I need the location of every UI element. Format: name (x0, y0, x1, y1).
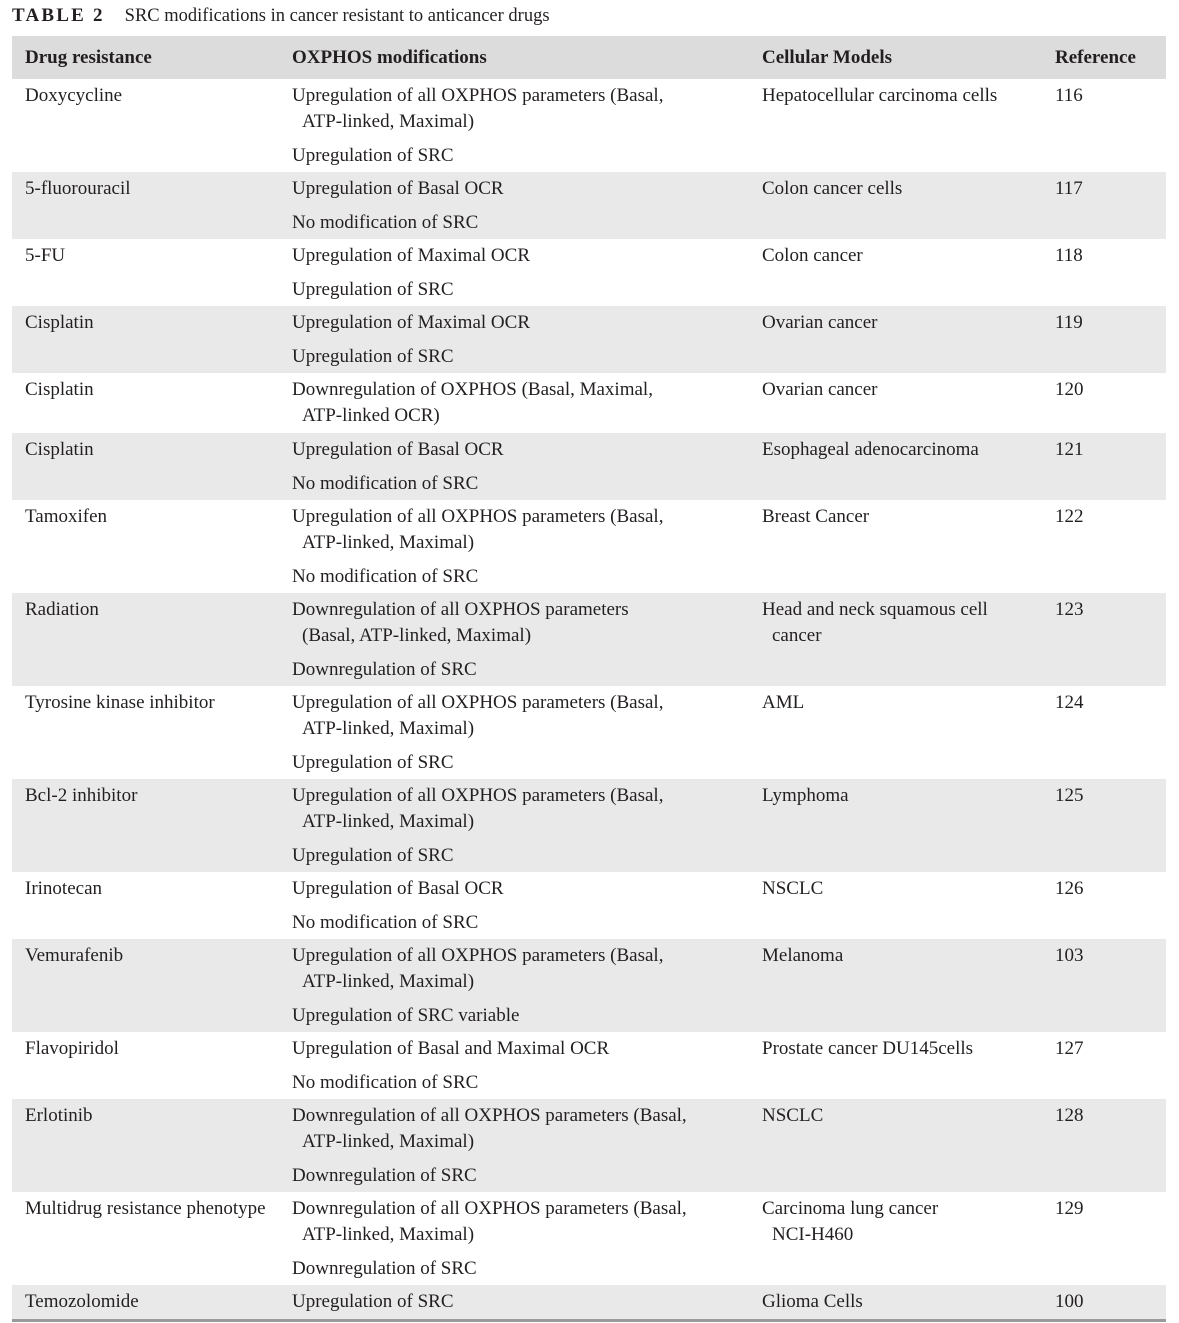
table-header-row (12, 36, 1166, 79)
cell-drug-resistance-text: Doxycycline (25, 85, 123, 106)
header-reference: Reference (1055, 46, 1136, 68)
cell-cellular-model-line: Colon cancer (762, 245, 863, 266)
cell-oxphos-line: Upregulation of all OXPHOS parameters (Basal, (292, 85, 664, 106)
table-row (12, 1099, 1166, 1192)
cell-oxphos-line: Upregulation of all OXPHOS parameters (Basal, (292, 785, 664, 806)
cell-oxphos-line: No modification of SRC (292, 1072, 479, 1093)
cell-reference-text: 125 (1055, 785, 1084, 806)
cell-oxphos-line: ATP-linked, Maximal) (302, 811, 475, 832)
cell-oxphos-line: Upregulation of Maximal OCR (292, 245, 530, 266)
cell-cellular-model-line: Head and neck squamous cell (762, 599, 988, 620)
cell-reference-text: 119 (1055, 312, 1083, 333)
cell-oxphos-line: No modification of SRC (292, 912, 479, 933)
cell-drug-resistance (12, 872, 292, 939)
cell-oxphos (292, 939, 762, 1032)
cell-drug-resistance-text: Radiation (25, 599, 99, 620)
cell-reference (1055, 1032, 1166, 1099)
cell-oxphos (292, 1192, 762, 1285)
cell-oxphos (292, 306, 762, 373)
table-caption (12, 3, 550, 29)
cell-drug-resistance (12, 1192, 292, 1285)
table-row (12, 239, 1166, 306)
cell-oxphos-line: ATP-linked, Maximal) (302, 532, 475, 553)
cell-cellular-model-line: AML (762, 692, 805, 713)
cell-reference-text: 118 (1055, 245, 1083, 266)
cell-drug-resistance (12, 433, 292, 500)
cell-cellular-model (762, 1285, 1055, 1319)
cell-oxphos-line: Downregulation of all OXPHOS parameters (Basal, (292, 1198, 687, 1219)
cell-drug-resistance (12, 306, 292, 373)
cell-oxphos-line: Downregulation of all OXPHOS parameters (292, 599, 629, 620)
cell-cellular-model-line: Colon cancer cells (762, 178, 903, 199)
cell-cellular-model-line: NCI-H460 (772, 1224, 854, 1245)
cell-drug-resistance-text: Tamoxifen (25, 506, 108, 527)
cell-drug-resistance (12, 1099, 292, 1192)
cell-oxphos-line: Upregulation of Basal OCR (292, 178, 504, 199)
cell-reference-text: 127 (1055, 1038, 1084, 1059)
cell-drug-resistance-text: 5-FU (25, 245, 66, 266)
table-row (12, 872, 1166, 939)
cell-drug-resistance-text: Multidrug resistance phenotype (25, 1198, 266, 1219)
cell-oxphos-line: Downregulation of SRC (292, 1165, 477, 1186)
cell-drug-resistance (12, 1032, 292, 1099)
cell-oxphos-line: Upregulation of all OXPHOS parameters (Basal, (292, 506, 664, 527)
cell-reference (1055, 373, 1166, 433)
cell-cellular-model (762, 239, 1055, 306)
cell-oxphos (292, 593, 762, 686)
cell-reference (1055, 172, 1166, 239)
cell-oxphos (292, 373, 762, 433)
cell-cellular-model (762, 1099, 1055, 1192)
cell-reference-text: 128 (1055, 1105, 1084, 1126)
cell-cellular-model (762, 1032, 1055, 1099)
cell-cellular-model-line: Esophageal adenocarcinoma (762, 439, 979, 460)
cell-drug-resistance-text: Cisplatin (25, 439, 94, 460)
cell-reference-text: 100 (1055, 1291, 1084, 1312)
cell-cellular-model-line: Ovarian cancer (762, 379, 878, 400)
data-table (12, 36, 1166, 1322)
cell-oxphos (292, 1032, 762, 1099)
cell-oxphos-line: No modification of SRC (292, 473, 479, 494)
cell-cellular-model (762, 79, 1055, 172)
table-row (12, 686, 1166, 779)
cell-cellular-model (762, 593, 1055, 686)
cell-oxphos-line: ATP-linked OCR) (302, 405, 440, 426)
cell-cellular-model-line: Glioma Cells (762, 1291, 863, 1312)
cell-reference (1055, 1099, 1166, 1192)
cell-cellular-model-line: Prostate cancer DU145cells (762, 1038, 974, 1059)
header-cellular-models: Cellular Models (762, 46, 893, 68)
cell-drug-resistance (12, 939, 292, 1032)
cell-reference (1055, 939, 1166, 1032)
cell-oxphos-line: Upregulation of SRC (292, 845, 454, 866)
cell-drug-resistance-text: Flavopiridol (25, 1038, 119, 1059)
cell-drug-resistance (12, 779, 292, 872)
cell-oxphos-line: No modification of SRC (292, 566, 479, 587)
cell-oxphos-line: Downregulation of SRC (292, 1258, 477, 1279)
header-drug-resistance: Drug resistance (25, 46, 152, 68)
cell-reference-text: 120 (1055, 379, 1084, 400)
cell-reference-text: 117 (1055, 178, 1083, 199)
cell-oxphos-line: (Basal, ATP-linked, Maximal) (302, 625, 532, 646)
cell-cellular-model (762, 500, 1055, 593)
table-row (12, 1192, 1166, 1285)
cell-oxphos (292, 1285, 762, 1319)
cell-drug-resistance-text: Irinotecan (25, 878, 103, 899)
cell-oxphos-line: Upregulation of SRC (292, 279, 454, 300)
table-row (12, 939, 1166, 1032)
cell-oxphos-line: No modification of SRC (292, 212, 479, 233)
cell-drug-resistance (12, 239, 292, 306)
cell-drug-resistance (12, 686, 292, 779)
cell-oxphos (292, 779, 762, 872)
cell-oxphos-line: Downregulation of SRC (292, 659, 477, 680)
cell-oxphos-line: Downregulation of OXPHOS (Basal, Maximal, (292, 379, 653, 400)
cell-oxphos-line: Downregulation of all OXPHOS parameters (Basal, (292, 1105, 687, 1126)
cell-reference (1055, 79, 1166, 172)
cell-oxphos-line: Upregulation of Basal and Maximal OCR (292, 1038, 610, 1059)
table-row (12, 1032, 1166, 1099)
cell-reference-text: 129 (1055, 1198, 1084, 1219)
cell-reference-text: 121 (1055, 439, 1084, 460)
table-body (12, 79, 1166, 1319)
table-row (12, 172, 1166, 239)
cell-cellular-model-line: Hepatocellular carcinoma cells (762, 85, 998, 106)
cell-oxphos (292, 686, 762, 779)
table-row (12, 500, 1166, 593)
cell-reference (1055, 872, 1166, 939)
cell-oxphos (292, 79, 762, 172)
table-title: SRC modifications in cancer resistant to anticancer drugs (124, 6, 550, 26)
cell-reference (1055, 1192, 1166, 1285)
cell-drug-resistance-text: 5-fluorouracil (25, 178, 131, 199)
cell-drug-resistance (12, 79, 292, 172)
table-row (12, 593, 1166, 686)
cell-drug-resistance (12, 373, 292, 433)
cell-oxphos-line: Upregulation of Basal OCR (292, 878, 504, 899)
cell-cellular-model-line: NSCLC (762, 878, 824, 899)
cell-reference (1055, 779, 1166, 872)
cell-cellular-model (762, 172, 1055, 239)
cell-cellular-model (762, 373, 1055, 433)
header-oxphos-modifications: OXPHOS modifications (292, 46, 487, 68)
table-bottom-rule (12, 1319, 1166, 1322)
cell-drug-resistance (12, 172, 292, 239)
cell-reference-text: 126 (1055, 878, 1084, 899)
cell-cellular-model-line: Melanoma (762, 945, 844, 966)
cell-cellular-model (762, 939, 1055, 1032)
cell-oxphos (292, 433, 762, 500)
cell-cellular-model (762, 779, 1055, 872)
cell-reference-text: 103 (1055, 945, 1084, 966)
table-label: TABLE 2 (12, 5, 105, 26)
cell-reference-text: 122 (1055, 506, 1084, 527)
table-row (12, 306, 1166, 373)
cell-reference (1055, 239, 1166, 306)
table-row (12, 373, 1166, 433)
cell-cellular-model (762, 1192, 1055, 1285)
table-row (12, 79, 1166, 172)
cell-oxphos (292, 1099, 762, 1192)
cell-reference (1055, 433, 1166, 500)
cell-reference (1055, 593, 1166, 686)
cell-oxphos (292, 172, 762, 239)
cell-cellular-model-line: Carcinoma lung cancer (762, 1198, 939, 1219)
cell-drug-resistance-text: Cisplatin (25, 379, 94, 400)
cell-cellular-model-line: Breast Cancer (762, 506, 870, 527)
cell-cellular-model-line: Lymphoma (762, 785, 849, 806)
cell-oxphos-line: Upregulation of SRC (292, 752, 454, 773)
cell-reference-text: 116 (1055, 85, 1083, 106)
table-row (12, 433, 1166, 500)
cell-drug-resistance (12, 1285, 292, 1319)
cell-oxphos-line: Upregulation of SRC (292, 145, 454, 166)
cell-drug-resistance (12, 593, 292, 686)
cell-reference (1055, 1285, 1166, 1319)
cell-drug-resistance (12, 500, 292, 593)
cell-cellular-model (762, 306, 1055, 373)
cell-oxphos-line: ATP-linked, Maximal) (302, 971, 475, 992)
cell-reference (1055, 686, 1166, 779)
cell-oxphos-line: Upregulation of Maximal OCR (292, 312, 530, 333)
cell-oxphos (292, 239, 762, 306)
cell-reference-text: 123 (1055, 599, 1084, 620)
cell-drug-resistance-text: Erlotinib (25, 1105, 93, 1126)
cell-oxphos-line: Upregulation of all OXPHOS parameters (Basal, (292, 945, 664, 966)
cell-oxphos-line: Upregulation of all OXPHOS parameters (Basal, (292, 692, 664, 713)
cell-drug-resistance-text: Vemurafenib (25, 945, 124, 966)
cell-oxphos-line: ATP-linked, Maximal) (302, 1224, 475, 1245)
cell-oxphos-line: ATP-linked, Maximal) (302, 111, 475, 132)
cell-reference (1055, 500, 1166, 593)
cell-oxphos (292, 872, 762, 939)
cell-oxphos-line: ATP-linked, Maximal) (302, 1131, 475, 1152)
table-row (12, 779, 1166, 872)
cell-oxphos (292, 500, 762, 593)
cell-cellular-model (762, 433, 1055, 500)
cell-reference (1055, 306, 1166, 373)
cell-drug-resistance-text: Bcl-2 inhibitor (25, 785, 138, 806)
cell-cellular-model-line: cancer (772, 625, 822, 646)
cell-cellular-model-line: NSCLC (762, 1105, 824, 1126)
cell-drug-resistance-text: Cisplatin (25, 312, 94, 333)
cell-drug-resistance-text: Temozolomide (25, 1291, 139, 1312)
cell-oxphos-line: Upregulation of Basal OCR (292, 439, 504, 460)
cell-cellular-model (762, 872, 1055, 939)
cell-cellular-model-line: Ovarian cancer (762, 312, 878, 333)
cell-drug-resistance-text: Tyrosine kinase inhibitor (25, 692, 215, 713)
table-row (12, 1285, 1166, 1319)
cell-oxphos-line: Upregulation of SRC (292, 346, 454, 367)
cell-cellular-model (762, 686, 1055, 779)
cell-oxphos-line: Upregulation of SRC (292, 1291, 454, 1312)
cell-reference-text: 124 (1055, 692, 1084, 713)
cell-oxphos-line: ATP-linked, Maximal) (302, 718, 475, 739)
cell-oxphos-line: Upregulation of SRC variable (292, 1005, 520, 1026)
